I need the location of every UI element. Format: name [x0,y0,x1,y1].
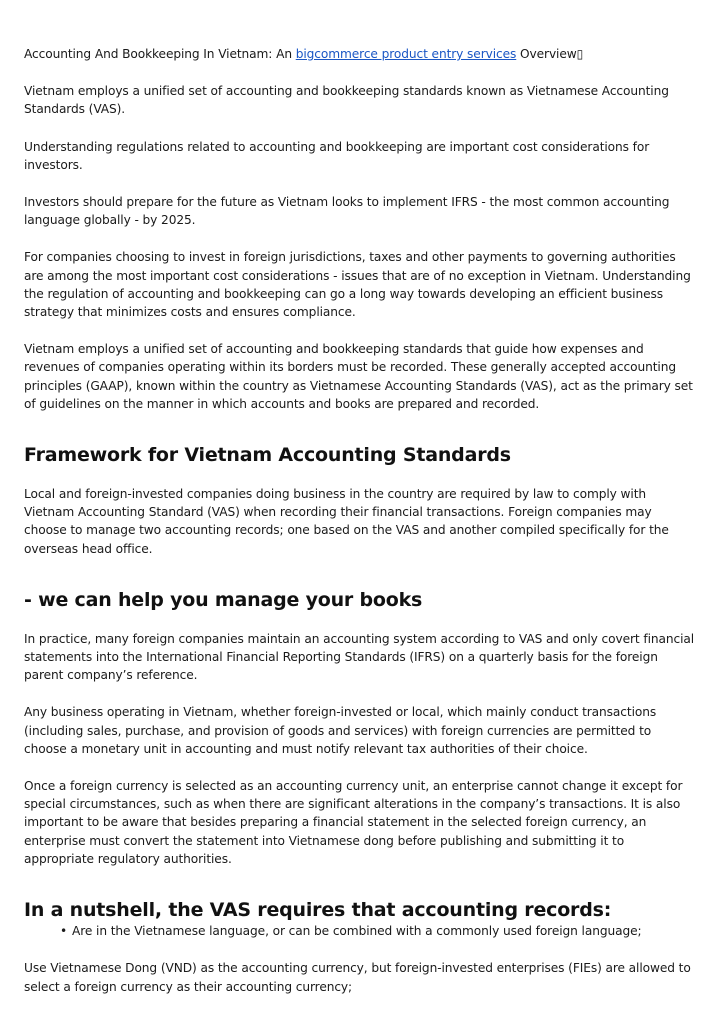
intro-line [24,45,696,63]
paragraph-regulations: Understanding regulations related to accounting and bookkeeping are important cost considerations for investors. [24,139,650,172]
bigcommerce-services-link[interactable]: bigcommerce product entry services [295,47,517,61]
paragraph-practice-ifrs: In practice, many foreign companies maintain an accounting system according to VAS and only covert financial statements into the International Financial Reporting Standards (IFRS) on a quarterly basis for the foreign parent company’s reference. [24,631,695,683]
list-item [24,922,696,940]
paragraph-foreign-jurisdictions: For companies choosing to invest in foreign jurisdictions, taxes and other payments to governing authorities are among the most important cost considerations - issues that are of no exception in Vietnam. Understanding the regulation of accounting and bookkeeping can go a long way towards developing an efficient business strategy that minimizes costs and ensures compliance. [24,250,691,320]
paragraph-foreign-currency-choice: Any business operating in Vietnam, whether foreign-invested or local, which mainly conduct transactions (including sales, purchase, and provision of goods and services) with foreign currencies are permitted to choose a monetary unit in accounting and must notify relevant tax authorities of their choice. [24,705,657,756]
list-item-text: Are in the Vietnamese language, or can be combined with a commonly used foreign language; [72,924,642,939]
document-page [24,0,696,996]
requirements-list [24,922,696,940]
paragraph-vnd-currency: Use Vietnamese Dong (VND) as the accounting currency, but foreign-invested enterprises (FIEs) are allowed to select a foreign currency as their accounting currency; [24,961,691,994]
paragraph-currency-change: Once a foreign currency is selected as an accounting currency unit, an enterprise cannot change it except for special circumstances, such as when there are significant alterations in the company’s transactions. It is also important to be aware that besides preparing a financial statement in the selected foreign currency, an enterprise must convert the statement into Vietnamese dong before publishing and submitting it to appropriate regulatory authorities. [24,779,683,866]
paragraph-gaap: Vietnam employs a unified set of accounting and bookkeeping standards that guide how expenses and revenues of companies operating within its borders must be recorded. These generally accepted accounting principles (GAAP), known within the country as Vietnamese Accounting Standards (VAS), act as the primary set of guidelines on the manner in which accounts and books are prepared and recorded. [24,342,693,411]
paragraph-vas-intro: Vietnam employs a unified set of accounting and bookkeeping standards known as Vietnamese Accounting Standards (VAS). [24,84,669,117]
heading-manage-books: - we can help you manage your books [24,588,423,611]
paragraph-ifrs-2025: Investors should prepare for the future as Vietnam looks to implement IFRS - the most common accounting language globally - by 2025. [24,195,670,228]
heading-nutshell: In a nutshell, the VAS requires that accounting records: [24,899,612,922]
paragraph-local-foreign: Local and foreign-invested companies doing business in the country are required by law to comply with Vietnam Accounting Standard (VAS) when recording their financial transactions. Foreign companies may choose to manage two accounting records; one based on the VAS and another compiled specifically for the overseas head office. [24,487,669,556]
bullet-dot: • [60,924,68,939]
heading-framework: Framework for Vietnam Accounting Standards [24,444,511,467]
intro-text-after: Overview▯ [516,47,584,61]
intro-text-before: Accounting And Bookkeeping In Vietnam: An [24,47,296,61]
